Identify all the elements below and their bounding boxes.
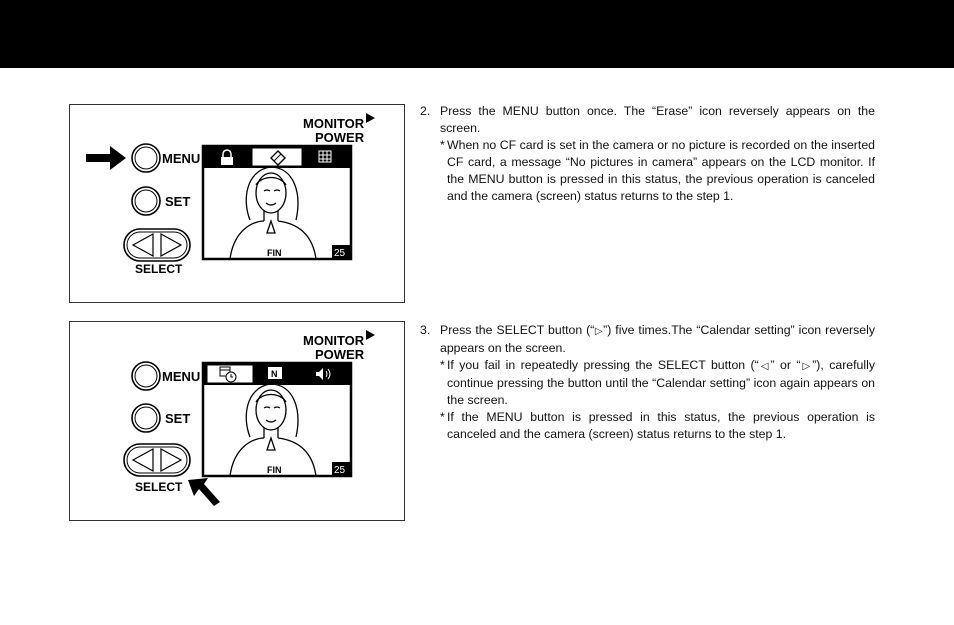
step-note (440, 357, 875, 409)
fin-label: FIN (267, 248, 282, 258)
left-triangle-icon: ◁ (758, 361, 771, 372)
step-note (440, 137, 875, 205)
power-label: POWER (315, 347, 365, 362)
frame-count: 25 (334, 248, 346, 259)
note-text: When no CF card is set in the camera or no picture is recorded on the inserted CF card, a message “No pictures in camera” appears on the LCD monitor. If the MENU button is pressed in this status, the previous operation is canceled and the camera (screen) status returns to the step 1. (447, 138, 875, 203)
right-triangle-icon: ▷ (594, 326, 604, 337)
step-number: 3. (420, 323, 431, 337)
lcd-screen (203, 363, 351, 476)
note-text: If the MENU button is pressed in this status, the previous operation is canceled and the camera (screen) status returns to the step 1. (447, 410, 875, 441)
frame-count: 25 (334, 465, 346, 476)
pointer-arrow-icon (188, 478, 220, 506)
menu-button[interactable] (132, 362, 160, 390)
set-label: SET (165, 194, 191, 209)
step-instruction (440, 322, 875, 357)
step-2-text (420, 103, 875, 205)
select-button[interactable] (124, 229, 190, 261)
step-note (440, 409, 875, 443)
fin-label: FIN (267, 465, 282, 475)
menu-label: MENU (162, 151, 201, 166)
step-number: 2. (420, 104, 431, 118)
set-button[interactable] (132, 187, 160, 215)
pointer-arrow-icon (86, 146, 126, 170)
illustration-step-3 (69, 321, 405, 521)
header-bar (0, 0, 954, 68)
monitor-power-arrow-icon (366, 330, 375, 340)
select-label: SELECT (135, 480, 183, 494)
set-label: SET (165, 411, 191, 426)
select-label: SELECT (135, 262, 183, 276)
asterisk: * (440, 138, 445, 152)
asterisk: * (440, 410, 445, 424)
quality-n-icon (268, 367, 282, 379)
instruction-part: Press the SELECT button (“ (440, 323, 595, 337)
select-button[interactable] (124, 444, 190, 476)
select-right-icon (161, 449, 181, 471)
menu-button[interactable] (132, 144, 160, 172)
asterisk: * (440, 358, 445, 372)
monitor-power-arrow-icon (366, 113, 375, 123)
lcd-screen (203, 146, 351, 259)
select-left-icon (133, 449, 153, 471)
step-instruction: Press the MENU button once. The “Erase” icon reversely appears on the screen. (440, 104, 875, 135)
power-label: POWER (315, 130, 365, 145)
select-left-icon (133, 234, 153, 256)
menu-label: MENU (162, 369, 201, 384)
svg-text:N: N (271, 369, 278, 379)
step-3-text (420, 322, 875, 443)
right-triangle-icon: ▷ (800, 361, 813, 372)
note-part: If you fail in repeatedly pressing the SELECT button (“ (447, 358, 759, 372)
select-right-icon (161, 234, 181, 256)
set-button[interactable] (132, 404, 160, 432)
instruction-part: ”) five times.The “Calendar setting” icon reversely appears on the screen. (440, 323, 875, 355)
monitor-label: MONITOR (303, 116, 365, 131)
monitor-label: MONITOR (303, 333, 365, 348)
note-text (447, 357, 875, 409)
illustration-step-2 (69, 104, 405, 303)
note-part: ” or “ (770, 358, 801, 372)
note-part: ”), carefully continue pressing the button until the “Calendar setting” icon again appears on the screen. (447, 358, 876, 407)
